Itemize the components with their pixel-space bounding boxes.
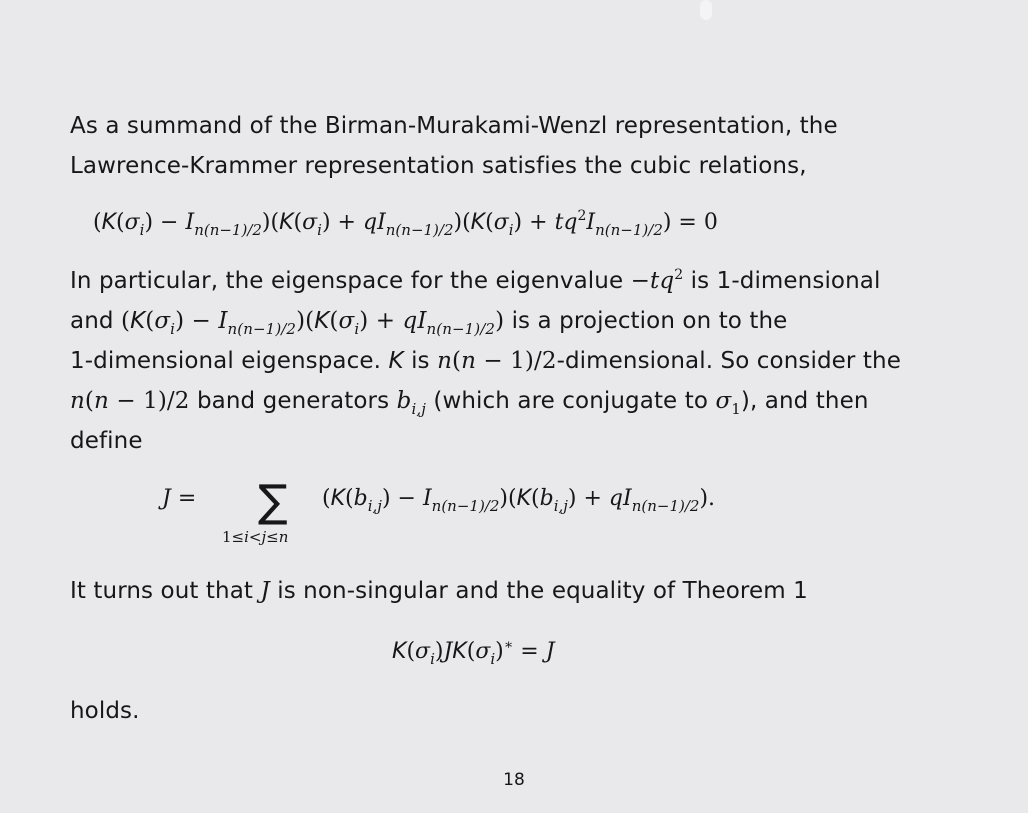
paragraph-2-line-2: and $(K(\sigma_i) - I_{n(n-1)/2})(K(\sigma_i) + qI_{n(n-1)/2})$ is a projection on to the [70, 308, 788, 338]
paragraph-2-line-5: define [70, 428, 143, 454]
unitarity-equation: $K(\sigma_i)JK(\sigma_i)^∗ = J$ [392, 637, 555, 668]
sigma-symbol: ∑ [258, 476, 288, 527]
paragraph-3: It turns out that J is non-singular and the equality of Theorem 1 [70, 578, 808, 604]
cubic-relation-equation: $(K(\sigma_i) - I_{n(n-1)/2})(K(\sigma_i) + qI_{n(n-1)/2})(K(\sigma_i) + tq^2I_{n(n-1)/2}) = 0$ [93, 208, 718, 239]
paragraph-1-line-1: As a summand of the Birman-Murakami-Wenzl representation, the [70, 113, 838, 139]
j-definition-rhs: $(K(b_{i,j}) - I_{n(n-1)/2})(K(b_{i,j}) + qI_{n(n-1)/2})$. [322, 486, 716, 515]
summation-operator [210, 476, 330, 556]
paragraph-1-line-2: Lawrence-Krammer representation satisfies the cubic relations, [70, 153, 807, 179]
page-number: 18 [503, 770, 525, 790]
summation-bounds: 1≤i<j≤n [222, 528, 289, 546]
closing-text: holds. [70, 698, 140, 724]
paragraph-2-line-4: n(n − 1)/2 band generators $b_{i,j}$ (which are conjugate to $\sigma_1$), and then [70, 388, 869, 418]
paragraph-2-line-3: 1-dimensional eigenspace. K is n(n − 1)/2-dimensional. So consider the [70, 348, 901, 374]
j-definition-lhs: J = [162, 486, 197, 511]
paragraph-2-line-1: In particular, the eigenspace for the eigenvalue $-tq^2$ is 1-dimensional [70, 267, 881, 294]
scan-artifact [700, 0, 712, 20]
